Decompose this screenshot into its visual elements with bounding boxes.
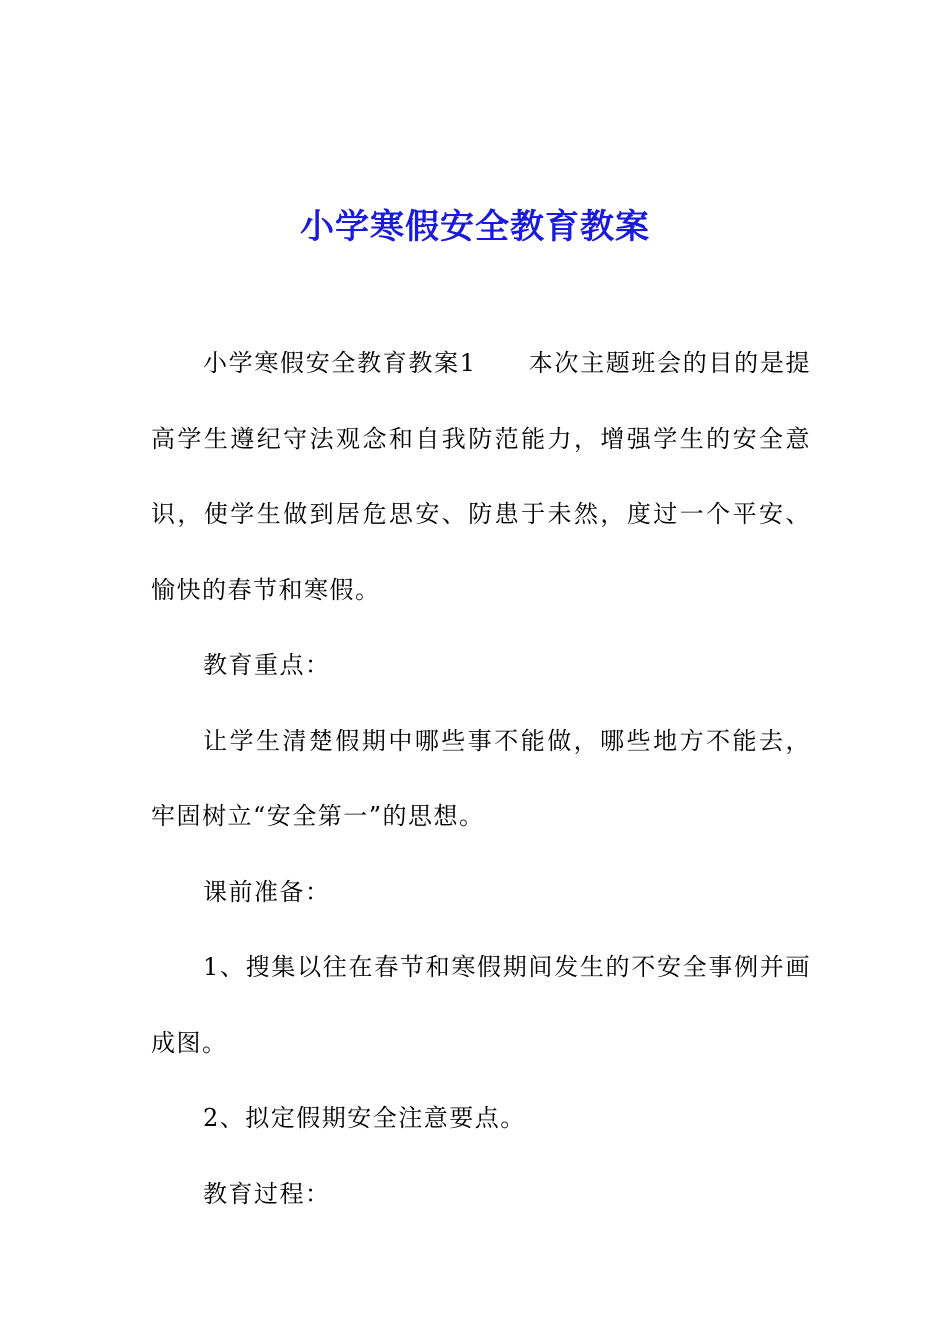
paragraph-preparation-2: 2、拟定假期安全注意要点。 bbox=[203, 1104, 526, 1132]
paragraph-key-points: 让学生清楚假期中哪些事不能做，哪些地方不能去，牢固树立“安全第一”的思想。 bbox=[151, 726, 811, 830]
paragraph-lead: 小学寒假安全教育教案1 bbox=[203, 349, 477, 377]
document-title: 小学寒假安全教育教案 bbox=[300, 206, 650, 247]
paragraph-heading-preparation: 课前准备： bbox=[203, 877, 331, 906]
paragraph-preparation-1: 1、搜集以往在春节和寒假期间发生的不安全事例并画成图。 bbox=[151, 953, 811, 1057]
paragraph-text: 本次主题班会的目的是提高学生遵纪守法观念和自我防范能力，增强学生的安全意识，使学生做到居危思安、防患于未然，度过一个平安、愉快的春节和寒假。 bbox=[151, 349, 811, 604]
paragraph-heading-key-points: 教育重点： bbox=[203, 651, 331, 679]
document-body bbox=[151, 326, 811, 1232]
paragraph-heading-process: 教育过程： bbox=[203, 1179, 331, 1208]
paragraph-intro bbox=[151, 326, 811, 628]
